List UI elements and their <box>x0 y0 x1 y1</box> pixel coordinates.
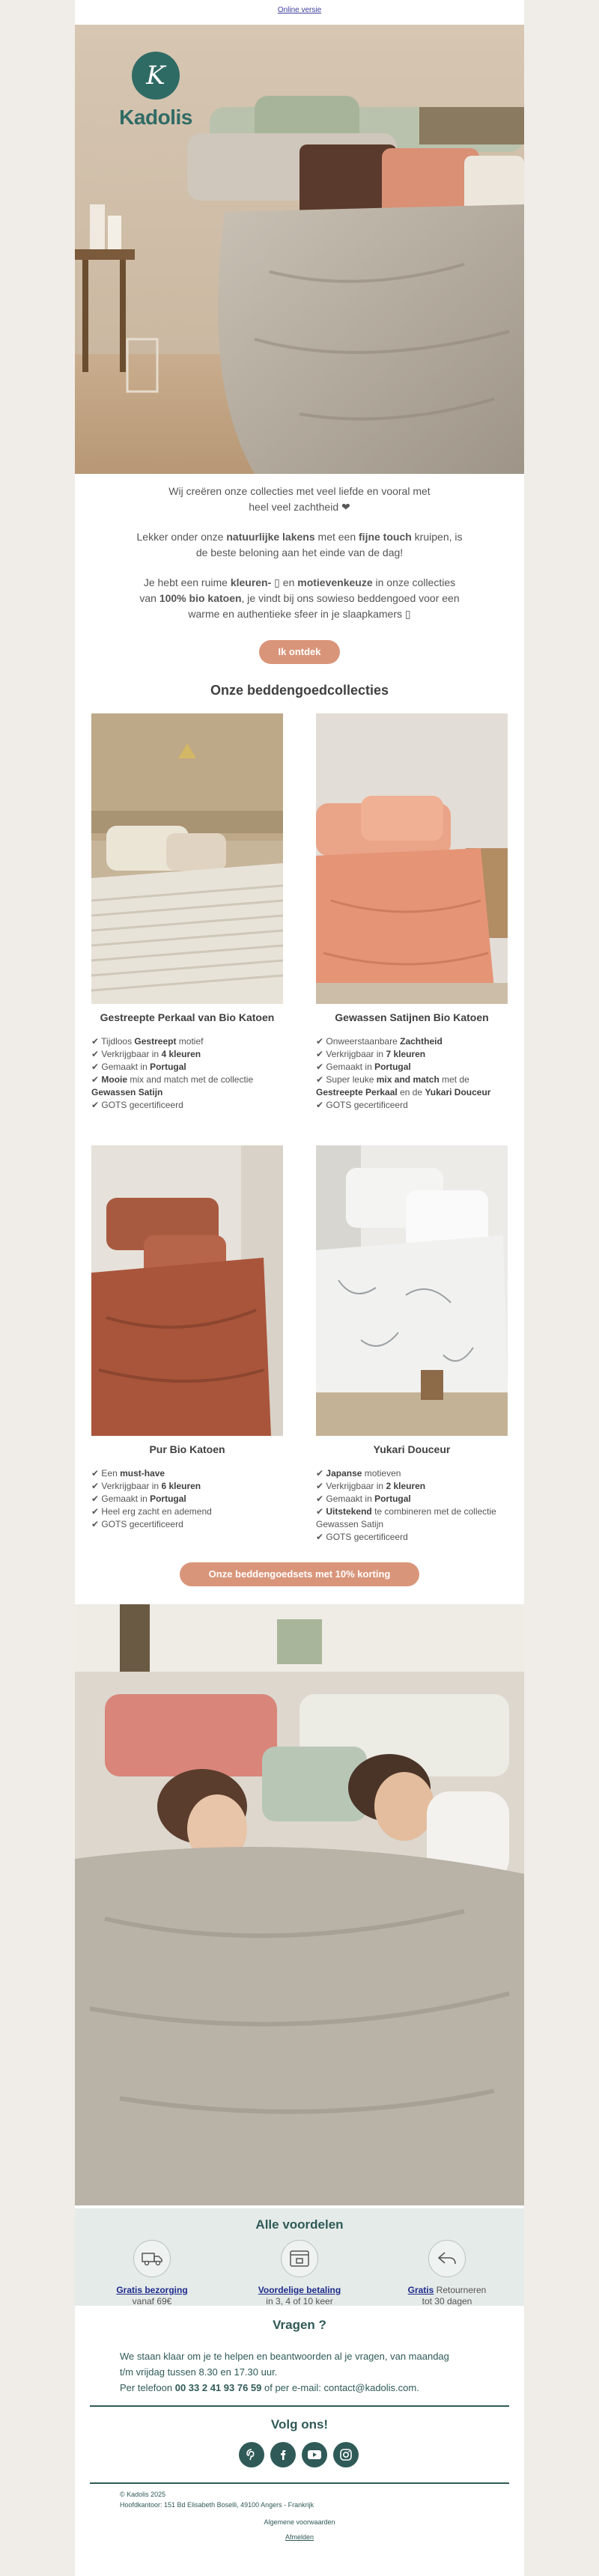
contact-text: We staan klaar om je te helpen en beantwoorden al je vragen, van maandag t/m vrijdag tussen 8.30 en 17.30 uur. Per telefoon 00 33 2 41 93 76 59 of per e-mail: contact@kadolis.com. <box>120 2351 449 2393</box>
collections-title: Onze beddengoedcollecties <box>210 683 389 698</box>
discover-button[interactable]: Ik ontdek <box>259 640 340 664</box>
phone-number[interactable]: 00 33 2 41 93 76 59 <box>174 2382 262 2393</box>
advantages-section <box>75 2208 524 2306</box>
return-icon <box>428 2240 466 2277</box>
truck-icon <box>133 2240 171 2277</box>
intro-paragraph-1: Wij creëren onze collecties met veel liefde en vooral met heel veel zachtheid ❤ <box>168 485 431 513</box>
product-image-washed-satin[interactable] <box>316 713 508 1004</box>
feature-item: ✔ Uitstekend te combineren met de collectie <box>316 1506 496 1517</box>
youtube-icon[interactable] <box>302 2442 327 2467</box>
product-image-yukari[interactable] <box>316 1145 508 1436</box>
feature-item: ✔ Gemaakt in Portugal <box>316 1493 411 1504</box>
footer-company-info: © Kadolis 2025 Hoofdkantoor: 151 Bd Elisabeth Boselli, 49100 Angers - Frankrijk <box>120 2491 314 2509</box>
logo-wordmark[interactable]: Kadolis <box>119 106 192 129</box>
feature-item: ✔ Japanse motieven <box>316 1468 401 1479</box>
feature-item: Gewassen Satijn <box>316 1519 384 1529</box>
feature-item: Gewassen Satijn <box>91 1087 163 1097</box>
feature-item: ✔ GOTS gecertificeerd <box>316 1532 408 1542</box>
product-features-list <box>316 1467 511 1544</box>
feature-item: ✔ Heel erg zacht en ademend <box>91 1506 212 1517</box>
hero-image <box>75 25 524 474</box>
divider <box>90 2405 509 2407</box>
feature-item: ✔ Onweerstaanbare Zachtheid <box>316 1036 443 1047</box>
product-features-list <box>91 1035 286 1112</box>
product-image-pure-organic-cotton[interactable] <box>91 1145 283 1436</box>
pinterest-icon[interactable] <box>239 2442 264 2467</box>
advantage-free-delivery: Gratis bezorging vanaf 69€ <box>85 2240 219 2306</box>
returns-link[interactable]: Gratis <box>407 2285 434 2295</box>
terms-link[interactable]: Algemene voorwaarden <box>264 2518 335 2526</box>
feature-item: ✔ Verkrijgbaar in 6 kleuren <box>91 1481 201 1491</box>
feature-item: ✔ Mooie mix and match met de collectie <box>91 1074 254 1085</box>
feature-item: ✔ Gemaakt in Portugal <box>91 1062 186 1072</box>
feature-item: ✔ Super leuke mix and match met de <box>316 1074 469 1085</box>
lifestyle-image <box>75 1604 524 2205</box>
product-features-list <box>316 1035 511 1112</box>
intro-paragraph-3: Je hebt een ruime kleuren- ▯ en motievenkeuze in onze collecties van 100% bio katoen, je vindt bij ons sowieso beddengoed voor een warme en authentieke sfeer in je slaapkamers ▯ <box>139 576 460 620</box>
palette-icon: ▯ <box>274 576 280 588</box>
product-features-list <box>91 1467 286 1531</box>
product-title[interactable]: Yukari Douceur <box>373 1443 451 1455</box>
bedding-sets-discount-button[interactable]: Onze beddengoedsets met 10% korting <box>180 1562 419 1586</box>
advantage-payment: Voordelige betaling in 3, 4 of 10 keer <box>232 2240 367 2306</box>
free-delivery-link[interactable]: Gratis bezorging <box>116 2285 188 2295</box>
advantage-returns: Gratis Retourneren tot 30 dagen <box>380 2240 514 2306</box>
payment-link[interactable]: Voordelige betaling <box>258 2285 341 2295</box>
feature-item: ✔ Tijdloos Gestreept motief <box>91 1036 204 1047</box>
intro-paragraph-2: Lekker onder onze natuurlijke lakens met een fijne touch kruipen, is de beste beloning aan het einde van de dag! <box>136 531 463 558</box>
questions-title: Vragen ? <box>273 2318 326 2332</box>
email-body <box>75 0 524 2576</box>
divider <box>90 2482 509 2484</box>
feature-item: ✔ Gemaakt in Portugal <box>316 1062 411 1072</box>
unsubscribe-link[interactable]: Afmelden <box>285 2533 314 2541</box>
feature-item: ✔ Verkrijgbaar in 7 kleuren <box>316 1049 426 1059</box>
payment-icon <box>281 2240 318 2277</box>
feature-item: ✔ GOTS gecertificeerd <box>91 1519 183 1529</box>
feature-item: ✔ GOTS gecertificeerd <box>91 1100 183 1110</box>
follow-title: Volg ons! <box>270 2417 329 2432</box>
instagram-icon[interactable] <box>333 2442 359 2467</box>
facebook-icon[interactable] <box>270 2442 296 2467</box>
product-image-striped-percale[interactable] <box>91 713 283 1004</box>
sparkle-icon: ▯ <box>404 608 411 620</box>
feature-item: Gestreepte Perkaal en de Yukari Douceur <box>316 1087 491 1097</box>
feature-item: ✔ Verkrijgbaar in 2 kleuren <box>316 1481 426 1491</box>
feature-item: ✔ GOTS gecertificeerd <box>316 1100 408 1110</box>
product-title[interactable]: Gewassen Satijnen Bio Katoen <box>335 1011 489 1023</box>
product-title[interactable]: Gestreepte Perkaal van Bio Katoen <box>100 1011 275 1023</box>
online-version-link[interactable]: Online versie <box>277 6 322 14</box>
logo-mark[interactable]: K <box>132 52 180 100</box>
feature-item: ✔ Verkrijgbaar in 4 kleuren <box>91 1049 201 1059</box>
email-link[interactable]: contact@kadolis.com. <box>323 2382 419 2393</box>
feature-item: ✔ Een must-have <box>91 1468 165 1479</box>
feature-item: ✔ Gemaakt in Portugal <box>91 1493 186 1504</box>
advantages-title: Alle voordelen <box>255 2217 344 2232</box>
product-title[interactable]: Pur Bio Katoen <box>149 1443 225 1455</box>
